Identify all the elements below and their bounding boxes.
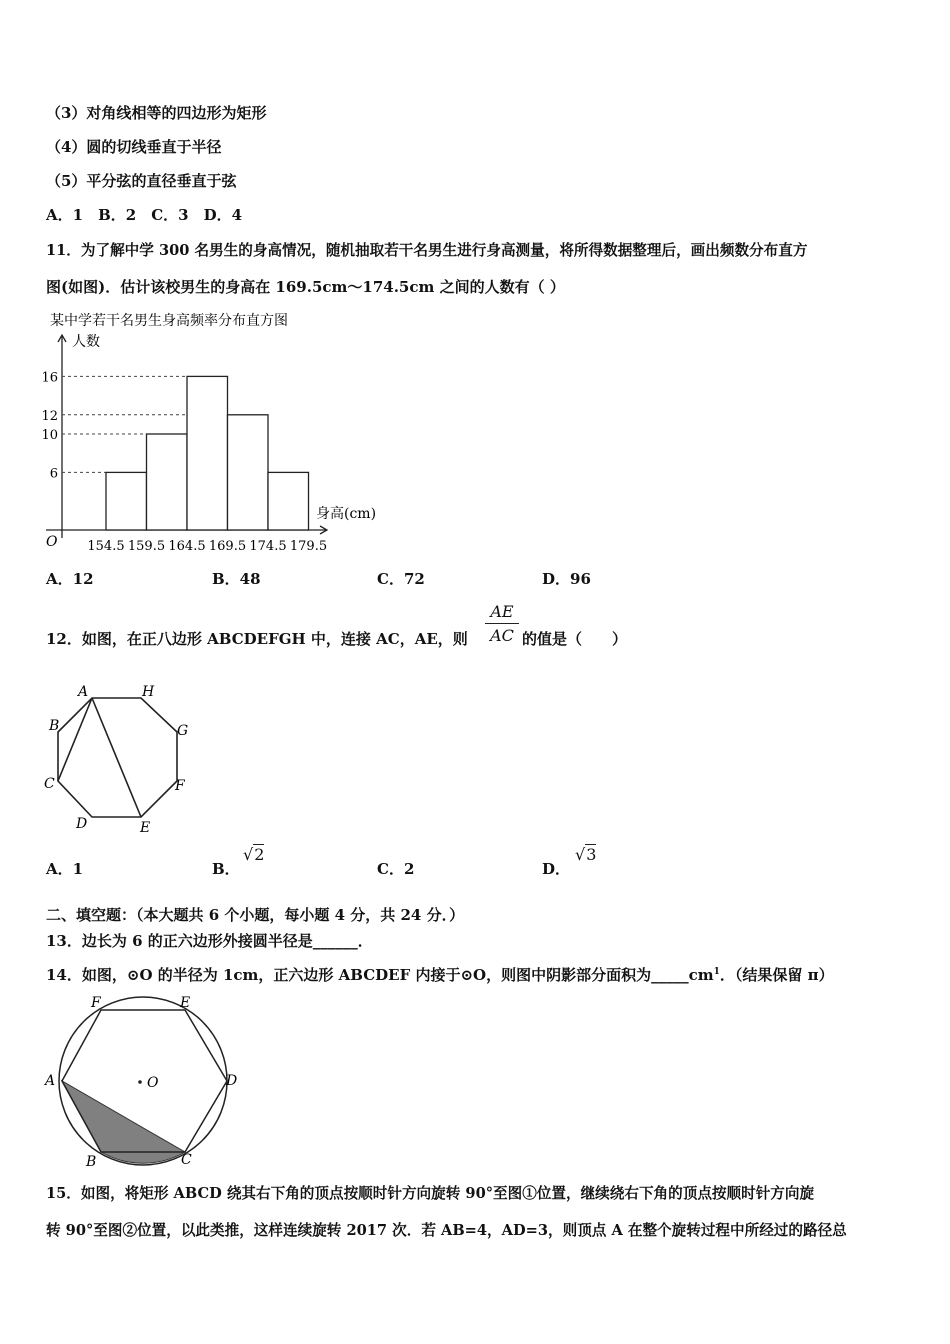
vertex-label-b: B xyxy=(49,718,60,734)
q11-option-d: D．96 xyxy=(542,570,591,588)
q12-option-b: B． xyxy=(212,860,240,878)
q11-option-b: B．48 xyxy=(212,570,261,588)
x-tick-label: 169.5 xyxy=(208,539,247,554)
q13-text: 13．边长为 6 的正六边形外接圆半径是______． xyxy=(46,932,373,950)
y-tick-label: 16 xyxy=(41,370,58,386)
q14-text xyxy=(46,964,834,985)
q14-superscript: 1 xyxy=(713,967,720,977)
q10-options: A．1 B．2 C．3 D．4 xyxy=(46,206,243,224)
radicand-d: 3 xyxy=(586,845,597,864)
histogram-bar xyxy=(268,472,309,530)
q15-line1: 15．如图，将矩形 ABCD 绕其右下角的顶点按顺时针方向旋转 90°至图①位置，继续绕右下角的顶点按顺时针方向旋 xyxy=(46,1185,815,1202)
x-tick-label: 179.5 xyxy=(289,539,328,554)
q11-line2: 图(如图)．估计该校男生的身高在 169.5cm～174.5cm 之间的人数有（ ） xyxy=(46,278,565,296)
segment-ac xyxy=(58,698,92,781)
q11-option-a: A．12 xyxy=(46,570,94,588)
q12-text xyxy=(46,628,468,649)
shaded-region xyxy=(62,1081,185,1163)
q12-option-d: D． xyxy=(542,860,571,878)
q11-line1: 11．为了解中学 300 名男生的身高情况，随机抽取若干名男生进行身高测量，将所得数据整理后，画出频数分布直方 xyxy=(46,242,808,259)
vertex-label-e: E xyxy=(140,820,151,836)
vertex-label-e: E xyxy=(180,995,191,1011)
vertex-label-a: A xyxy=(78,684,89,700)
chart-title: 某中学若干名男生身高频率分布直方图 xyxy=(50,313,288,329)
vertex-label-g: G xyxy=(177,723,189,739)
x-tick-label: 154.5 xyxy=(87,539,125,554)
vertex-label-f: F xyxy=(91,995,101,1011)
fraction-denominator: AC xyxy=(490,626,514,645)
fraction-numerator: AE xyxy=(490,602,514,621)
center-label-o: O xyxy=(147,1075,159,1091)
statement-3: （3）对角线相等的四边形为矩形 xyxy=(46,104,267,122)
q12-option-c: C．2 xyxy=(377,860,415,878)
segment-ae xyxy=(92,698,141,817)
vertex-label-d: D xyxy=(226,1073,238,1089)
vertex-label-c: C xyxy=(44,776,55,792)
vertex-label-f: F xyxy=(175,778,185,794)
x-axis-label: 身高(cm) xyxy=(316,506,377,522)
x-tick-label: 159.5 xyxy=(127,539,166,554)
histogram-bar xyxy=(187,376,228,530)
q12-suffix: 的值是（ ） xyxy=(522,630,628,648)
q12-option-d-value: √3 xyxy=(575,845,597,864)
q14-tail: ．（结果保留 π） xyxy=(719,966,834,984)
vertex-label-d: D xyxy=(76,816,88,832)
histogram-bar xyxy=(228,415,269,530)
q12-option-a: A．1 xyxy=(46,860,84,878)
q12-prefix: 12．如图，在正八边形 ABCDEFGH 中，连接 AC，AE，则 xyxy=(46,630,468,648)
origin-label: O xyxy=(46,534,58,550)
vertex-label-b: B xyxy=(86,1154,97,1170)
section-2-heading: 二、填空题：（本大题共 6 个小题，每小题 4 分，共 24 分．） xyxy=(46,906,465,924)
x-tick-label: 174.5 xyxy=(249,539,287,554)
hexagon-figure xyxy=(40,990,250,1170)
y-tick-label: 12 xyxy=(41,408,58,424)
q11-option-c: C．72 xyxy=(377,570,425,588)
q12-option-b-value: √2 xyxy=(243,845,265,864)
radicand-b: 2 xyxy=(254,845,265,864)
q12-fraction xyxy=(485,602,519,645)
y-tick-label: 6 xyxy=(49,466,58,482)
regular-octagon xyxy=(58,698,177,817)
vertex-label-h: H xyxy=(142,684,155,700)
q15-line2: 转 90°至图②位置，以此类推，这样连续旋转 2017 次．若 AB=4，AD=3，则顶点 A 在整个旋转过程中所经过的路径总 xyxy=(46,1222,847,1239)
y-tick-label: 10 xyxy=(41,428,58,443)
y-axis-label: 人数 xyxy=(72,334,100,350)
q14-body: 14．如图，⊙O 的半径为 1cm，正六边形 ABCDEF 内接于⊙O，则图中阴影部分面积为_____cm xyxy=(46,966,714,984)
statement-5: （5）平分弦的直径垂直于弦 xyxy=(46,172,237,190)
x-tick-label: 164.5 xyxy=(168,539,206,554)
octagon-figure xyxy=(40,680,200,840)
vertex-label-a: A xyxy=(45,1073,56,1089)
vertex-label-c: C xyxy=(181,1152,192,1168)
histogram-bar xyxy=(147,434,188,530)
center-dot xyxy=(138,1080,142,1084)
histogram-figure xyxy=(40,306,400,558)
histogram-bar xyxy=(106,472,147,530)
statement-4: （4）圆的切线垂直于半径 xyxy=(46,138,222,156)
